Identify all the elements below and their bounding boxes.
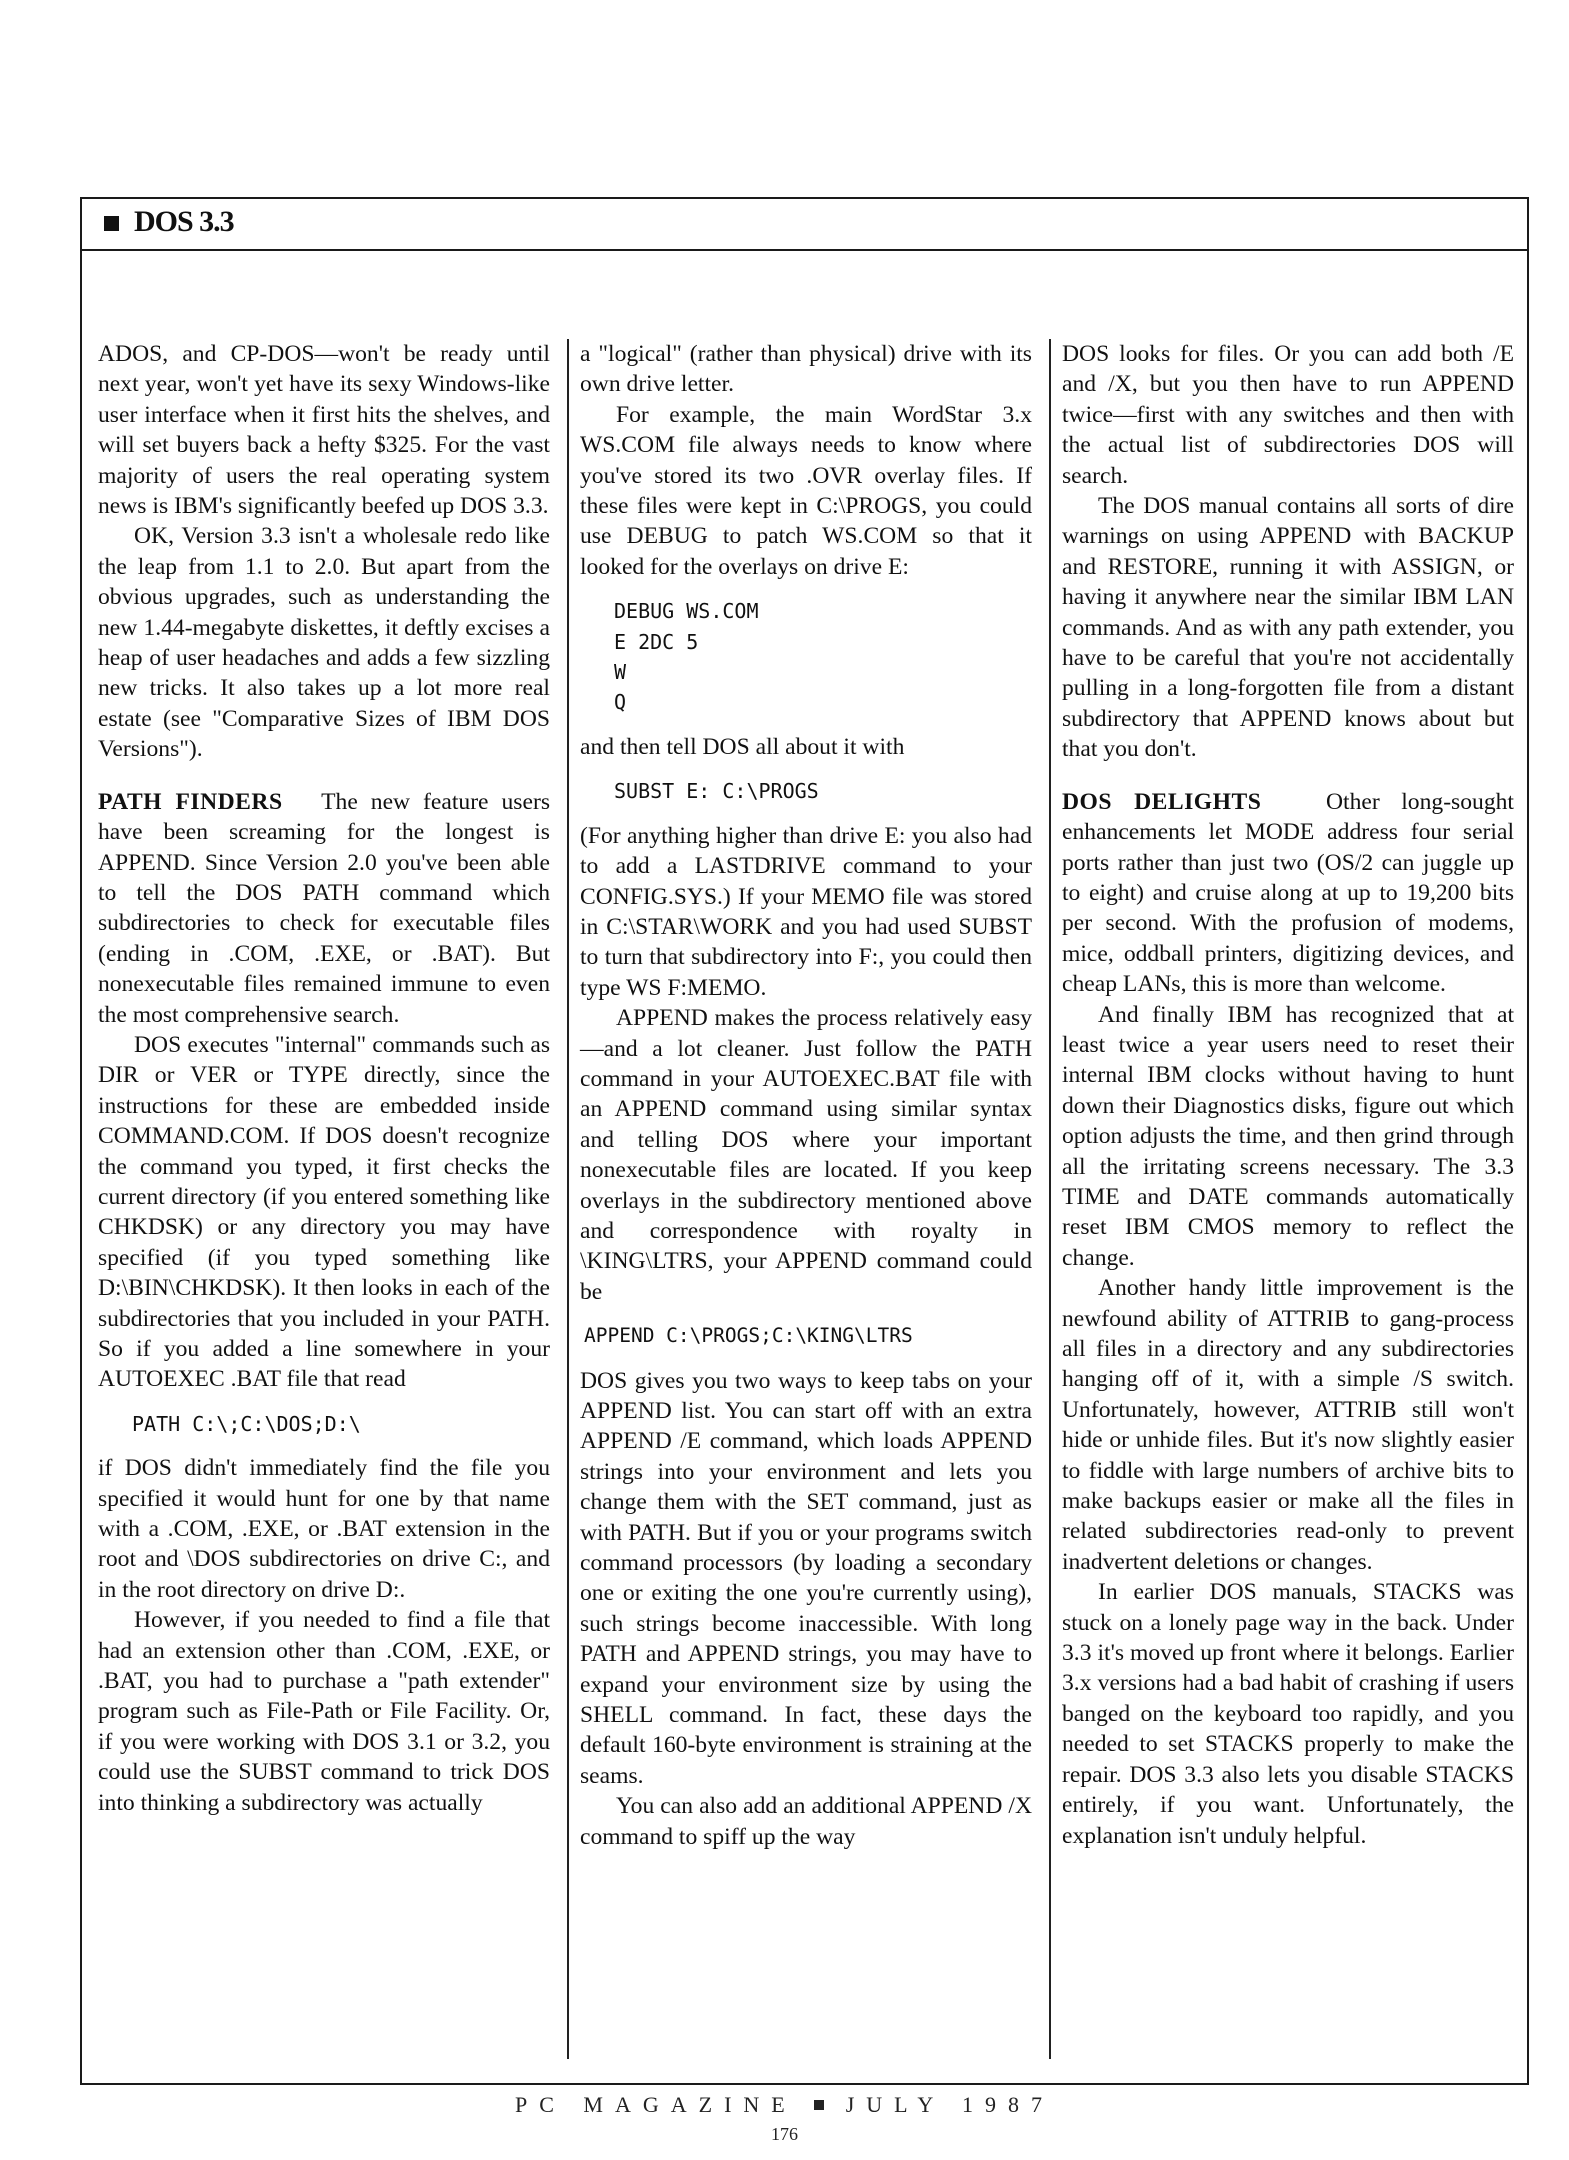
paragraph: ADOS, and CP-DOS—won't be ready until next year, won't yet have its sexy Windows-like user interface when it first hits the shelves, and will set buyers back a hefty $325. For the vast majority of users the real operating system news is IBM's significantly beefed up DOS 3.3.	[98, 341, 550, 520]
section-heading: PATH FINDERS	[98, 788, 283, 815]
section-title: DOS 3.3	[134, 205, 234, 238]
paragraph: DOS looks for files. Or you can add both /E and /X, but you then have to run APPEND twice—first with any switches and then with the actual list of subdirectories DOS will search.	[1062, 341, 1514, 489]
page-footer	[0, 2092, 1569, 2118]
code-block: DEBUG WS.COM E 2DC 5 W Q	[614, 599, 759, 715]
paragraph	[1062, 787, 1514, 1000]
section-heading: DOS DELIGHTS	[1062, 788, 1262, 815]
square-bullet-icon	[814, 2100, 824, 2110]
code-block: PATH C:\;C:\DOS;D:\	[132, 1411, 361, 1436]
paragraph: (For anything higher than drive E: you also had to add a LASTDRIVE command to your CONFIG.SYS.) If your MEMO file was stored in C:\STAR\WORK and you had used SUBST to turn that subdirectory into F:, you could then type WS F:MEMO.	[580, 822, 1032, 1001]
paragraph: The DOS manual contains all sorts of dire warnings on using APPEND with BACKUP and RESTORE, running it with ASSIGN, or having it anywhere near the similar IBM LAN commands. And as with any path extender, you have to be careful that you're not accidentally pulling in a long-forgotten file from a distant subdirectory that APPEND knows about but that you don't.	[1062, 493, 1514, 763]
issue-date: JULY 1987	[845, 2092, 1054, 2117]
paragraph: OK, Version 3.3 isn't a wholesale redo like the leap from 1.1 to 2.0. But apart from the obvious upgrades, such as understanding the new 1.44-megabyte diskettes, it deftly excises a heap of user headaches and adds a few sizzling new tricks. It also takes up a lot more real estate (see "Comparative Sizes of IBM DOS Versions").	[98, 523, 550, 763]
magazine-name: PC MAGAZINE	[515, 2092, 797, 2117]
code-block: SUBST E: C:\PROGS	[614, 779, 819, 804]
paragraph: In earlier DOS manuals, STACKS was stuck on a lonely page way in the back. Under 3.3 it's moved up front where it belongs. Earlier 3.x versions had a bad habit of crashing if users banged on the keyboard too rapidly, and you needed to set STACKS properly to make the repair. DOS 3.3 also lets you disable STACKS entirely, if you want. Unfortunately, the explanation isn't unduly helpful.	[1062, 1579, 1514, 1849]
paragraph: And finally IBM has recognized that at least twice a year users need to reset their internal IBM clocks without having to hunt down their Diagnostics disks, figure out which option adjusts the time, and then grind through all the irritating screens necessary. The 3.3 TIME and DATE commands automatically reset IBM CMOS memory to reflect the change.	[1062, 1001, 1514, 1271]
paragraph: DOS executes "internal" commands such as DIR or VER or TYPE directly, since the instructions for these are embedded inside COMMAND.COM. If DOS doesn't recognize the command you typed, it first checks the current directory (if you entered something like CHKDSK) or any directory you may have specified (if you typed something like D:\BIN\CHKDSK). It then looks in each of the subdirectories that you included in your PATH. So if you added a line somewhere in your AUTOEXEC .BAT file that read	[98, 1031, 550, 1393]
square-bullet-icon	[104, 216, 119, 231]
column-divider	[567, 339, 569, 2059]
paragraph: and then tell DOS all about it with	[580, 733, 905, 760]
page-number: 176	[771, 2124, 798, 2144]
column-3	[1062, 339, 1514, 1851]
paragraph: For example, the main WordStar 3.x WS.COM file always needs to know where you've stored its two .OVR overlay files. If these files were kept in C:\PROGS, you could use DEBUG to patch WS.COM so that it looked for the overlays on drive E:	[580, 401, 1032, 580]
section-header	[82, 199, 1527, 251]
code-block: APPEND C:\PROGS;C:\KING\LTRS	[584, 1324, 913, 1348]
article-frame	[80, 197, 1529, 2085]
column-divider	[1049, 339, 1051, 2059]
paragraph: DOS gives you two ways to keep tabs on your APPEND list. You can start off with an extra APPEND /E command, which loads APPEND strings into your environment and lets you change them with the SET command, just as with PATH. But if you or your programs switch command processors (by loading a secondary one or exiting the one you're currently using), such strings become inaccessible. With long PATH and APPEND strings, you may have to expand your environment size by using the SHELL command. In fact, these days the default 160-byte environment is straining at the seams.	[580, 1367, 1032, 1789]
column-1	[98, 339, 550, 1818]
paragraph: APPEND makes the process relatively easy—and a lot cleaner. Just follow the PATH command in your AUTOEXEC.BAT file with an APPEND command using similar syntax and telling DOS where your important nonexecutable files are located. If you keep overlays in the subdirectory mentioned above and correspondence with royalty in \KING\LTRS, your APPEND command could be	[580, 1005, 1032, 1305]
paragraph: You can also add an additional APPEND /X command to spiff up the way	[580, 1793, 1032, 1850]
paragraph: Another handy little improvement is the newfound ability of ATTRIB to gang-process all files in a directory and any subdirectories hanging off of it, with a simple /S switch. Unfortunately, however, ATTRIB still won't hide or unhide files. But it's now slightly easier to fiddle with large numbers of archive bits to make backups easier or make all the files in related subdirectories read-only to prevent inadvertent deletions or changes.	[1062, 1275, 1514, 1575]
paragraph: if DOS didn't immediately find the file you specified it would hunt for one by that name with a .COM, .EXE, or .BAT extension in the root and \DOS subdirectories on drive C:, and in the root directory on drive D:.	[98, 1455, 550, 1603]
paragraph-text: Other long-sought enhancements let MODE address four serial ports rather than just two (OS/2 can juggle up to eight) and cruise along at up to 19,200 bits per second. With the profusion of modems, mice, oddball printers, digitizing devices, and cheap LANs, this is more than welcome.	[1062, 788, 1514, 998]
paragraph-text: The new feature users have been screaming for the longest is APPEND. Since Version 2.0 you've been able to tell the DOS PATH command which subdirectories to check for executable files (ending in .COM, .EXE, or .BAT). But nonexecutable files remained immune to even the most comprehensive search.	[98, 788, 550, 1028]
paragraph: However, if you needed to find a file that had an extension other than .COM, .EXE, or .BAT, you had to purchase a "path extender" program such as File-Path or File Facility. Or, if you were working with DOS 3.1 or 3.2, you could use the SUBST command to trick DOS into thinking a subdirectory was actually	[98, 1607, 550, 1816]
column-2	[580, 339, 1032, 1852]
paragraph	[98, 787, 550, 1030]
paragraph: a "logical" (rather than physical) drive with its own drive letter.	[580, 341, 1032, 398]
